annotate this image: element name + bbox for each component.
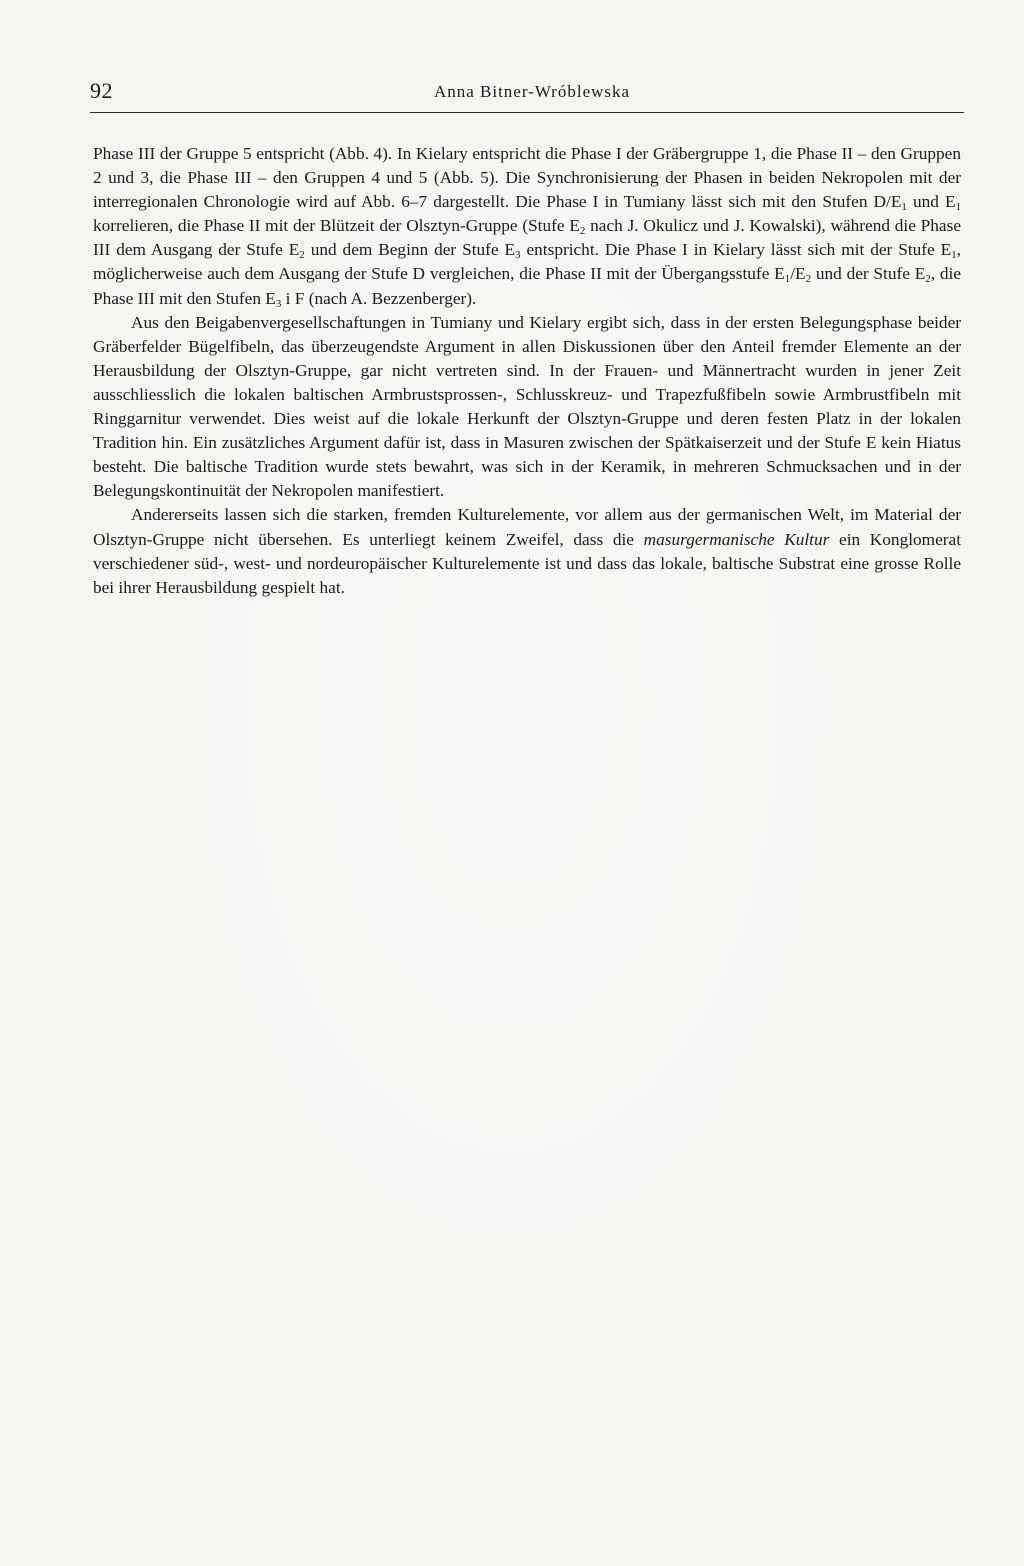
text-run: nach J. Okulicz und J. Kowalski), während die Phase III dem Ausgang der Stufe E [93,216,961,260]
subscript: 3 [515,249,521,262]
page-number: 92 [90,78,113,103]
text-run: , möglicherweise auch dem Ausgang der Stufe D vergleichen, die Phase II mit der Übergangsstufe E [93,240,961,284]
text-run: entspricht. Die Phase I in Kielary lässt sich mit der Stufe E [520,240,952,260]
text-run: Andererseits lassen sich die starken, fremden Kulturelemente, vor allem aus der germanischen Welt, im Material der Olsztyn-Gruppe nicht übersehen. Es unterliegt keinem Zweifel, dass die [93,505,961,549]
text-run: und E [906,192,956,212]
running-head-author: Anna Bitner-Wróblewska [433,82,631,101]
body-text [93,142,961,600]
subscript: 3 [275,297,282,310]
subscript: 1 [784,273,791,286]
subscript: 2 [925,273,931,286]
paragraph-1 [93,142,961,311]
text-run: und der Stufe E [811,264,926,284]
text-run: und dem Beginn der Stufe E [304,240,516,260]
subscript: 2 [579,225,586,238]
text-run: , die Phase III mit den Stufen E [93,264,961,308]
subscript: 1 [901,201,907,214]
paragraph-2: Aus den Beigabenvergesellschaftungen in Tumiany und Kielary ergibt sich, dass in der ersten Belegungsphase beider Gräberfelder Bügelfibeln, das überzeugendste Argument in allen Diskussionen über den Anteil fremder Elemente an der Herausbildung der Olsztyn-Gruppe, gar nicht vertreten sind. In der Frauen- und Männertracht wurden in jener Zeit ausschliesslich die lokalen baltischen Armbrustsprossen-, Schlusskreuz- und Trapezfußfibeln sowie Armbrustfibeln mit Ringgarnitur verwendet. Dies weist auf die lokale Herkunft der Olsztyn-Gruppe und deren festen Platz in der lokalen Tradition hin. Ein zusätzliches Argument dafür ist, dass in Masuren zwischen der Spätkaiserzeit und der Stufe E kein Hiatus besteht. Die baltische Tradition wurde stets bewahrt, was sich in der Keramik, in mehreren Schmucksachen und in der Belegungskontinuität der Nekropolen manifestiert. [93,312,961,501]
text-run: korrelieren, die Phase II mit der Blützeit der Olsztyn-Gruppe (Stufe E [93,216,580,236]
text-run: Phase III der Gruppe 5 entspricht (Abb. 4). In Kielary entspricht die Phase I der Gräbergruppe 1, die Phase II – den Gruppen 2 und 3, die Phase III – den Gruppen 4 und 5 (Abb. 5). Die Synchronisierung der Phasen in beiden Nekropolen mit der interregionalen Chronologie wird auf Abb. 6–7 dargestellt. Die Phase I in Tumiany lässt sich mit den Stufen D/E [93,144,961,212]
italic-term: masurgermanische Kultur [643,529,830,549]
subscript: 1 [951,249,957,262]
text-run: ein Konglomerat verschiedener süd-, west- und nordeuropäischer Kulturelemente ist und dass das lokale, baltische Substrat eine grosse Rolle bei ihrer Herausbildung gespielt hat. [93,529,961,597]
text-run: i F (nach A. Bezzenberger). [281,288,477,308]
subscript: 2 [299,249,305,262]
subscript: 2 [805,273,812,286]
paragraph-3 [93,503,961,599]
subscript: 1 [955,201,962,214]
text-run: /E [790,264,806,284]
page-header [90,74,964,113]
